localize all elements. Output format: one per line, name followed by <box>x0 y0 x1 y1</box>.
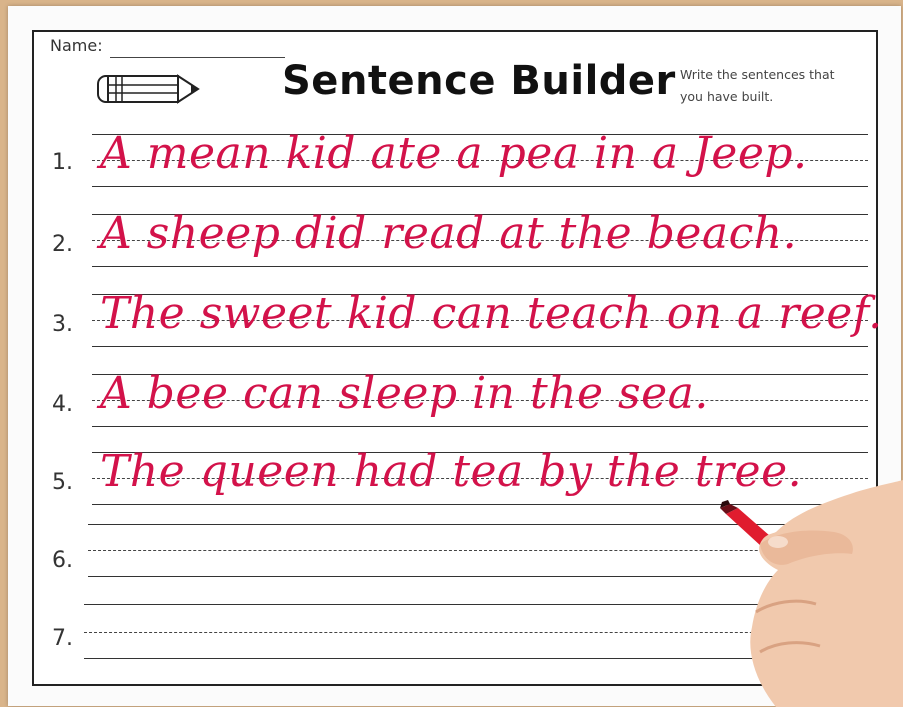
hand-with-marker <box>716 462 903 707</box>
row-number-4: 4. <box>52 392 73 417</box>
name-field-line[interactable] <box>110 57 285 58</box>
name-label: Name: <box>50 36 103 55</box>
row-number-1: 1. <box>52 150 73 175</box>
page-title: Sentence Builder <box>282 58 676 104</box>
handwritten-sentence-3[interactable]: The sweet kid can teach on a reef. <box>100 288 883 339</box>
row-number-2: 2. <box>52 232 73 257</box>
instructions-line-1: Write the sentences that <box>680 67 835 82</box>
pencil-icon <box>94 70 202 110</box>
row-3-base-line <box>92 346 868 347</box>
row-4-base-line <box>92 426 868 427</box>
instructions <box>680 64 860 108</box>
instructions-line-2: you have built. <box>680 89 774 104</box>
row-number-5: 5. <box>52 470 73 495</box>
row-number-6: 6. <box>52 548 73 573</box>
handwritten-sentence-5[interactable]: The queen had tea by the tree. <box>100 446 803 497</box>
handwritten-sentence-2[interactable]: A sheep did read at the beach. <box>100 208 798 259</box>
handwritten-sentence-4[interactable]: A bee can sleep in the sea. <box>100 368 709 419</box>
row-number-3: 3. <box>52 312 73 337</box>
row-2-base-line <box>92 266 868 267</box>
row-number-7: 7. <box>52 626 73 651</box>
row-1-base-line <box>92 186 868 187</box>
handwritten-sentence-1[interactable]: A mean kid ate a pea in a Jeep. <box>100 128 808 179</box>
